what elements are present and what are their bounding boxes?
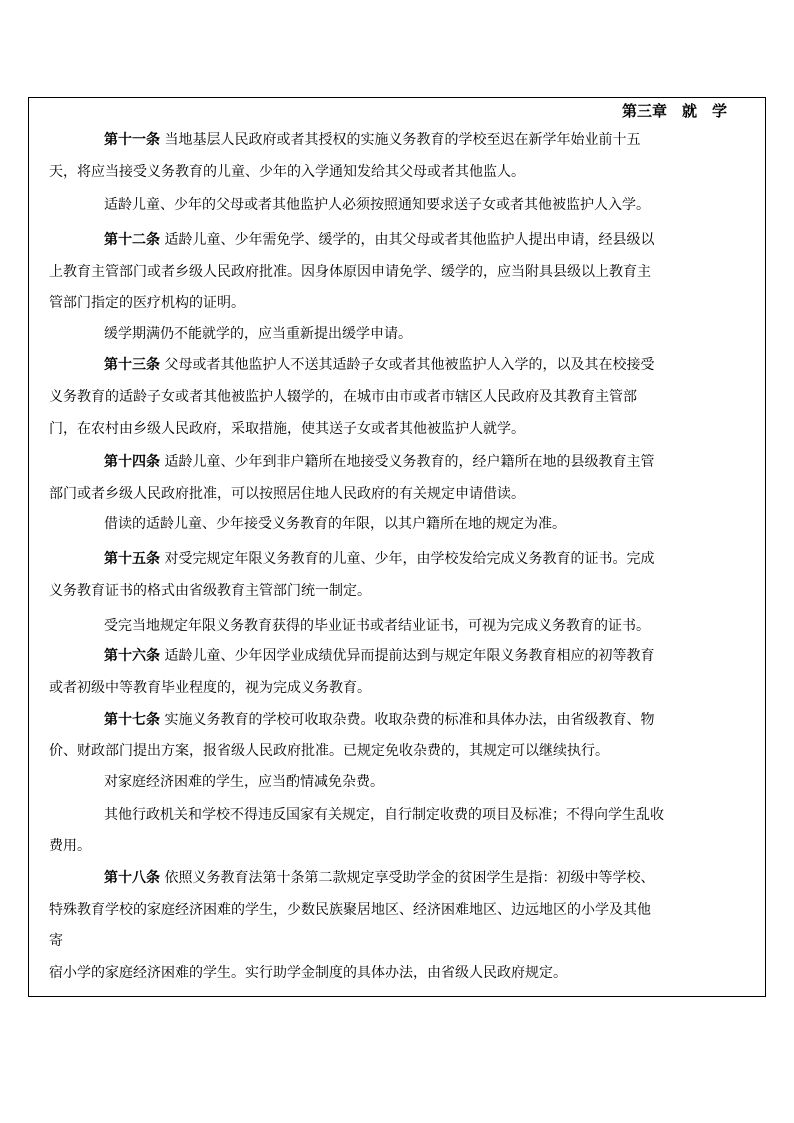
line-text: 借读的适龄儿童、少年接受义务教育的年限，以其户籍所在地的规定为准。 [104,516,566,532]
text-line [104,646,654,666]
text-line [104,710,654,730]
line-text: 适龄儿童、少年的父母或者其他监护人必须按照通知要求送子女或者其他被监护人入学。 [104,197,650,213]
text-line [49,741,609,761]
text-line [104,195,650,215]
line-text: 适龄儿童、少年需免学、缓学的，由其父母或者其他监护人提出申请，经县级以 [160,232,655,248]
text-line [49,419,525,439]
line-text: 父母或者其他监护人不送其适龄子女或者其他被监护人入学的，以及其在校接受 [160,357,655,373]
text-line [104,772,384,792]
text-line [49,262,651,282]
line-text: 缓学期满仍不能就学的，应当重新提出缓学申请。 [104,326,412,342]
text-line [49,963,567,983]
line-text: 适龄儿童、少年因学业成绩优异而提前达到与规定年限义务教育相应的初等教育 [160,648,655,664]
text-line [104,868,654,888]
article-number: 第十八条 [104,870,160,886]
text-line [104,130,640,150]
line-text: 天，将应当接受义务教育的儿童、少年的入学通知发给其父母或者其他监人。 [49,164,525,180]
text-line [104,805,664,825]
line-text: 受完当地规定年限义务教育获得的毕业证书或者结业证书，可视为完成义务教育的证书。 [104,618,650,634]
article-number: 第十四条 [104,454,160,470]
article-number: 第十七条 [104,712,160,728]
article-number: 第十三条 [104,357,160,373]
text-line [49,162,525,182]
text-line [104,616,650,636]
text-line [104,452,654,472]
line-text: 或者初级中等教育毕业程度的，视为完成义务教育。 [49,680,371,696]
line-text: 价、财政部门提出方案，报省级人民政府批准。已规定免收杂费的，其规定可以继续执行。 [49,743,609,759]
text-line [49,836,91,856]
text-line [104,230,654,250]
line-text: 对受完规定年限义务教育的儿童、少年，由学校发给完成义务教育的证书。完成 [160,551,655,567]
line-text: 依照义务教育法第十条第二款规定享受助学金的贫困学生是指：初级中等学校、 [160,870,655,886]
article-number: 第十六条 [104,648,160,664]
line-text: 义务教育证书的格式由省级教育主管部门统一制定。 [49,583,371,599]
text-line [49,678,371,698]
line-text: 上教育主管部门或者乡级人民政府批准。因身体原因申请免学、缓学的，应当附具县级以上教育主 [49,264,651,280]
text-line [49,581,371,601]
document-frame [28,97,766,997]
line-text: 宿小学的家庭经济困难的学生。实行助学金制度的具体办法，由省级人民政府规定。 [49,965,567,981]
line-text: 寄 [49,933,63,949]
chapter-title: 第三章 就 学 [621,102,727,120]
text-line [49,900,651,920]
text-line [104,355,654,375]
text-line [104,549,654,569]
text-line [104,514,566,534]
line-text: 部门或者乡级人民政府批准，可以按照居住地人民政府的有关规定申请借读。 [49,486,525,502]
line-text: 特殊教育学校的家庭经济困难的学生，少数民族聚居地区、经济困难地区、边远地区的小学及其他 [49,902,651,918]
line-text: 适龄儿童、少年到非户籍所在地接受义务教育的，经户籍所在地的县级教育主管 [160,454,655,470]
line-text: 实施义务教育的学校可收取杂费。收取杂费的标准和具体办法，由省级教育、物 [160,712,655,728]
article-number: 第十二条 [104,232,160,248]
text-line [49,484,525,504]
article-number: 第十一条 [104,132,160,148]
line-text: 当地基层人民政府或者其授权的实施义务教育的学校至迟在新学年始业前十五 [160,132,641,148]
line-text: 管部门指定的医疗机构的证明。 [49,295,245,311]
line-text: 费用。 [49,838,91,854]
line-text: 对家庭经济困难的学生，应当酌情减免杂费。 [104,774,384,790]
line-text: 义务教育的适龄子女或者其他被监护人辍学的，在城市由市或者市辖区人民政府及其教育主管部 [49,389,637,405]
text-line [49,931,63,951]
line-text: 门，在农村由乡级人民政府，采取措施，使其送子女或者其他被监护人就学。 [49,421,525,437]
text-line [49,293,245,313]
line-text: 其他行政机关和学校不得违反国家有关规定，自行制定收费的项目及标准；不得向学生乱收 [104,807,664,823]
article-number: 第十五条 [104,551,160,567]
text-line [49,387,637,407]
text-line [104,324,412,344]
